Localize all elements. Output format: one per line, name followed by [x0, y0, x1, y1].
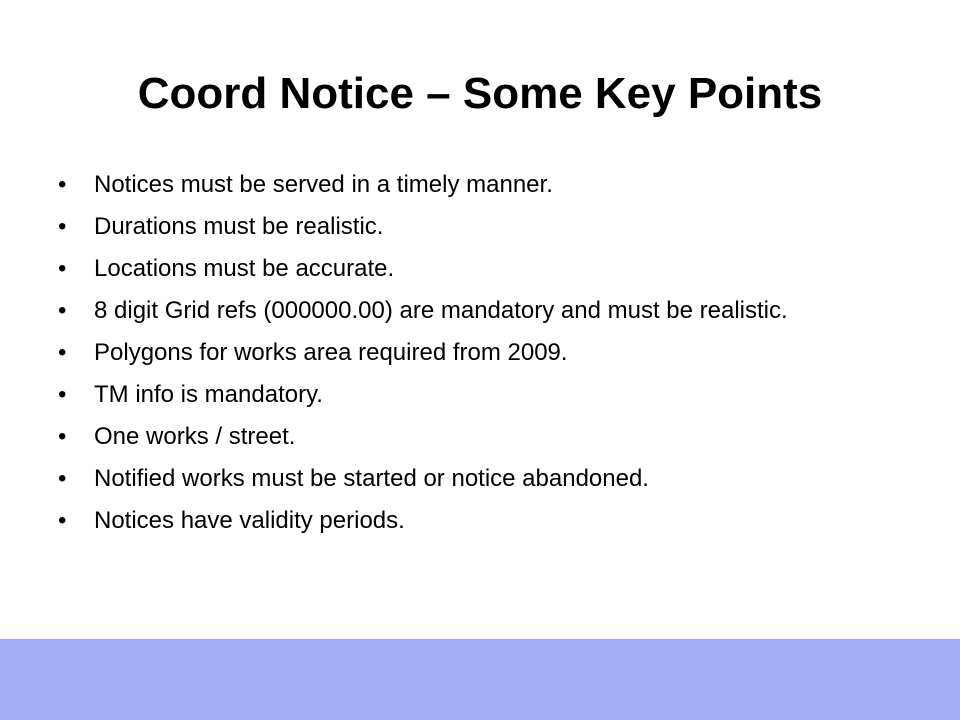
bullet-list [58, 170, 918, 548]
bullet-text: Notified works must be started or notice abandoned. [94, 465, 649, 492]
bullet-item [58, 338, 918, 367]
bullet-item [58, 506, 918, 535]
bullet-text: Locations must be accurate. [94, 255, 395, 282]
bottom-band [0, 639, 960, 720]
bullet-dot-icon: • [58, 381, 67, 408]
bullet-dot-icon: • [58, 507, 67, 534]
bullet-dot-icon: • [58, 171, 67, 198]
bullet-item [58, 422, 918, 451]
bullet-item [58, 380, 918, 409]
bullet-text: 8 digit Grid refs (000000.00) are mandatory and must be realistic. [94, 297, 788, 324]
slide-title: Coord Notice – Some Key Points [137, 69, 823, 118]
bullet-text: One works / street. [94, 423, 296, 450]
bullet-text: Polygons for works area required from 2009. [94, 339, 568, 366]
bullet-dot-icon: • [58, 465, 67, 492]
bullet-text: Notices must be served in a timely manner. [94, 171, 553, 198]
bullet-item [58, 464, 918, 493]
bullet-dot-icon: • [58, 297, 67, 324]
bullet-item [58, 170, 918, 199]
bullet-item [58, 254, 918, 283]
bullet-dot-icon: • [58, 423, 67, 450]
bullet-dot-icon: • [58, 213, 67, 240]
bullet-dot-icon: • [58, 339, 67, 366]
bullet-text: Notices have validity periods. [94, 507, 405, 534]
bullet-item [58, 296, 918, 325]
bullet-text: TM info is mandatory. [94, 381, 323, 408]
bullet-item [58, 212, 918, 241]
bullet-text: Durations must be realistic. [94, 213, 384, 240]
bullet-dot-icon: • [58, 255, 67, 282]
